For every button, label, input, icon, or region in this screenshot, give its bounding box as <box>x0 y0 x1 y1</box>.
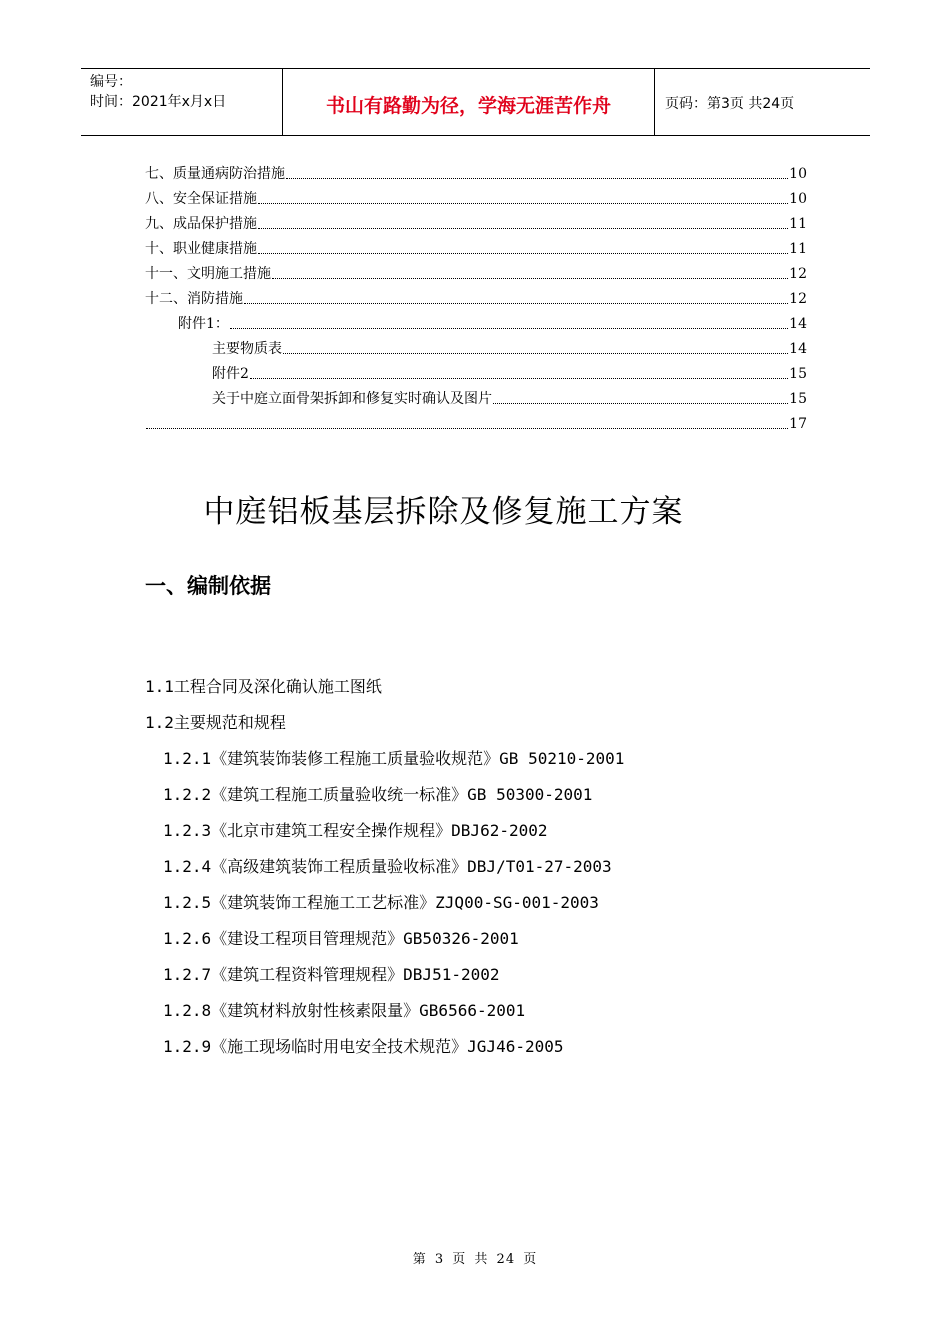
toc-entry-title: 关于中庭立面骨架拆卸和修复实时确认及图片 <box>212 391 492 407</box>
header-motto-cell <box>282 69 655 135</box>
toc-entry-page: 12 <box>789 291 807 307</box>
toc-entry-page: 14 <box>789 316 807 332</box>
toc-entry-title: 主要物质表 <box>212 341 282 357</box>
table-of-contents <box>145 158 807 433</box>
page-header <box>81 68 870 136</box>
toc-leader-dots <box>258 202 788 204</box>
toc-entry-title: 十二、消防措施 <box>145 291 243 307</box>
toc-leader-dots <box>258 227 788 229</box>
toc-entry-page: 10 <box>789 166 807 182</box>
standard-item: 1.2.9《施工现场临时用电安全技术规范》JGJ46-2005 <box>163 1037 564 1056</box>
toc-entry-page: 10 <box>789 191 807 207</box>
toc-entry[interactable] <box>145 383 807 408</box>
toc-entry[interactable] <box>145 183 807 208</box>
basis-item: 1.1工程合同及深化确认施工图纸 <box>145 677 382 696</box>
toc-entry[interactable] <box>145 158 807 183</box>
header-left-cell <box>81 69 282 135</box>
toc-entry[interactable] <box>145 333 807 358</box>
toc-leader-dots <box>493 402 788 404</box>
standard-item: 1.2.1《建筑装饰装修工程施工质量验收规范》GB 50210-2001 <box>163 749 625 768</box>
standard-item: 1.2.3《北京市建筑工程安全操作规程》DBJ62-2002 <box>163 821 548 840</box>
basis-list <box>145 673 624 1069</box>
toc-entry-page: 17 <box>789 416 807 432</box>
header-page-cell <box>655 69 870 135</box>
toc-entry-page: 15 <box>789 391 807 407</box>
toc-entry[interactable] <box>145 408 807 433</box>
time-label: 时间：2021年x月x日 <box>90 94 227 110</box>
toc-entry[interactable] <box>145 358 807 383</box>
toc-leader-dots <box>250 377 788 379</box>
motto-text: 书山有路勤为径，学海无涯苦作舟 <box>325 94 611 117</box>
toc-entry[interactable] <box>145 208 807 233</box>
toc-leader-dots <box>146 427 788 429</box>
toc-leader-dots <box>258 252 788 254</box>
standard-item: 1.2.8《建筑材料放射性核素限量》GB6566-2001 <box>163 1001 526 1020</box>
toc-entry[interactable] <box>145 258 807 283</box>
toc-leader-dots <box>283 352 788 354</box>
toc-entry-title: 七、质量通病防治措施 <box>145 166 285 182</box>
toc-entry-title: 附件2 <box>212 366 249 382</box>
basis-item: 1.2主要规范和规程 <box>145 713 286 732</box>
toc-entry[interactable] <box>145 233 807 258</box>
toc-entry-title: 八、安全保证措施 <box>145 191 257 207</box>
toc-entry[interactable] <box>145 283 807 308</box>
toc-entry-title: 十、职业健康措施 <box>145 241 257 257</box>
document-title: 中庭铝板基层拆除及修复施工方案 <box>203 494 684 530</box>
code-label: 编号： <box>90 74 132 90</box>
standard-item: 1.2.6《建设工程项目管理规范》GB50326-2001 <box>163 929 519 948</box>
standard-item: 1.2.2《建筑工程施工质量验收统一标准》GB 50300-2001 <box>163 785 593 804</box>
page-footer: 第 3 页 共 24 页 <box>412 1252 538 1267</box>
toc-leader-dots <box>286 177 788 179</box>
toc-entry-title: 九、成品保护措施 <box>145 216 257 232</box>
toc-entry-page: 11 <box>789 216 807 232</box>
toc-entry-page: 11 <box>789 241 807 257</box>
toc-entry[interactable] <box>145 308 807 333</box>
page-info: 页码：第3页 共24页 <box>665 96 795 112</box>
toc-leader-dots <box>272 277 788 279</box>
standard-item: 1.2.7《建筑工程资料管理规程》DBJ51-2002 <box>163 965 500 984</box>
toc-entry-page: 12 <box>789 266 807 282</box>
toc-entry-title: 附件1： <box>178 316 229 332</box>
toc-entry-title: 十一、文明施工措施 <box>145 266 271 282</box>
toc-entry-page: 15 <box>789 366 807 382</box>
toc-entry-page: 14 <box>789 341 807 357</box>
toc-leader-dots <box>244 302 788 304</box>
standard-item: 1.2.5《建筑装饰工程施工工艺标准》ZJQ00-SG-001-2003 <box>163 893 599 912</box>
section-heading: 一、编制依据 <box>145 574 271 598</box>
standard-item: 1.2.4《高级建筑装饰工程质量验收标准》DBJ/T01-27-2003 <box>163 857 612 876</box>
toc-leader-dots <box>230 327 788 329</box>
